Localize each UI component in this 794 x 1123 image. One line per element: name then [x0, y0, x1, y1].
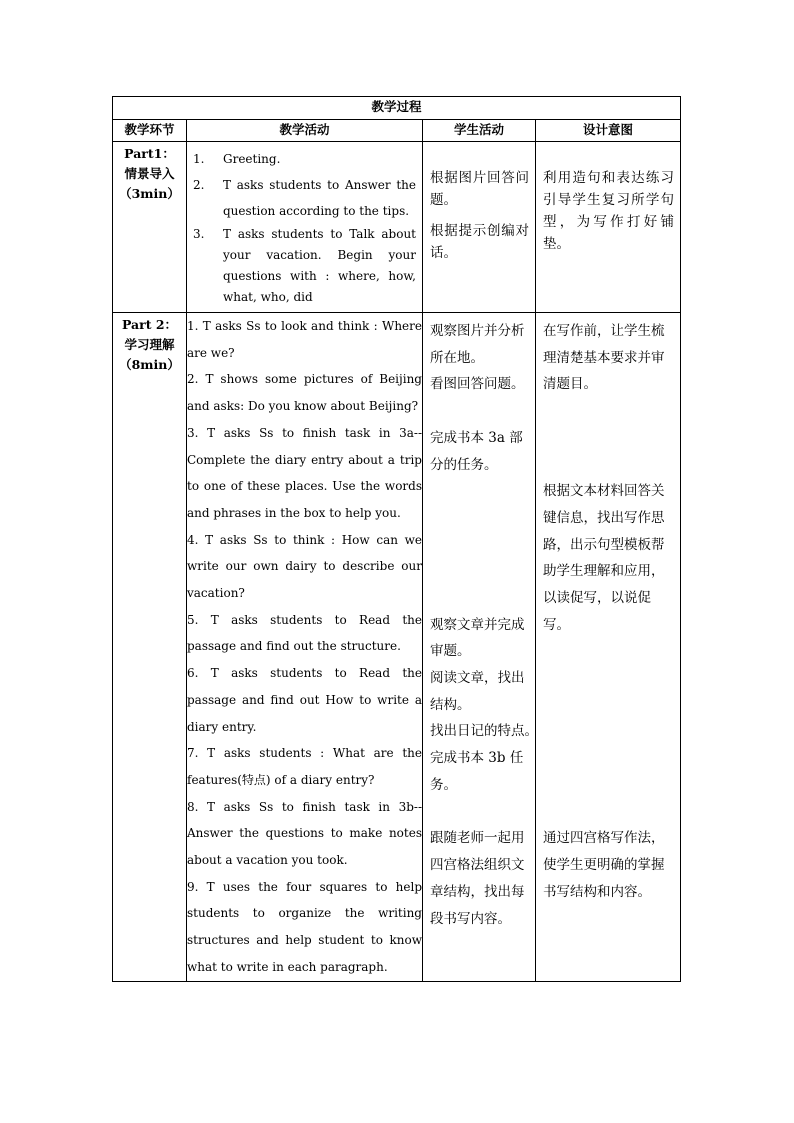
teacher-activity-part2 [187, 313, 423, 982]
teacher-activity-list [187, 142, 422, 312]
student-activity-part2 [423, 313, 536, 982]
list-item: 8. T asks Ss to finish task in 3b--Answer the questions to make notes about a vacation you took. [187, 799, 422, 868]
student-activity-text: 观察图片并分析所在地。 [430, 323, 525, 366]
student-activity-part1 [423, 142, 536, 313]
teacher-activity-part1 [187, 142, 423, 313]
design-intent-part1 [536, 142, 681, 313]
design-intent-text: 在写作前，让学生梳理清楚基本要求并审清题目。 [543, 323, 665, 393]
list-item: 6. T asks students to Read the passage and find out How to write a diary entry. [187, 666, 422, 734]
stage-part2 [113, 313, 187, 982]
table-title: 教学过程 [113, 97, 681, 120]
design-intent-text: 通过四宫格写作法，使学生更明确的掌握书写结构和内容。 [543, 830, 665, 900]
stage-part1-name: 情景导入 [124, 166, 175, 181]
header-design-intent: 设计意图 [536, 120, 681, 142]
stage-part1-label: Part1： [124, 146, 175, 161]
list-item: 2. T shows some pictures of Beijing and asks: Do you know about Beijing? [187, 372, 422, 414]
table-row-part1 [113, 142, 681, 313]
student-activity-text: 阅读文章，找出结构。 [430, 669, 525, 713]
list-item: 4. T asks Ss to think : How can we write our own dairy to describe our vacation? [187, 532, 422, 601]
student-activity-text: 根据图片回答问题。 [430, 170, 529, 208]
design-intent-part2 [536, 313, 681, 982]
student-activity-text: 看图回答问题。 [430, 376, 525, 393]
student-activity-text: 找出日记的特点。 [430, 723, 538, 740]
student-activity-text: 完成书本 3b 任务。 [430, 750, 524, 793]
stage-part2-name: 学习理解 [124, 337, 175, 352]
student-activity-text: 完成书本 3a 部分的任务。 [430, 430, 523, 473]
list-item: 1. T asks Ss to look and think : Where are we? [187, 319, 422, 360]
teaching-process-table [112, 96, 681, 982]
table-row-part2 [113, 313, 681, 982]
table-title-row [113, 97, 681, 120]
list-item: 3. T asks Ss to finish task in 3a--Complete the diary entry about a trip to one of these places. Use the words and phrases in the box to help you. [187, 425, 422, 520]
student-activity-text: 跟随老师一起用四宫格法组织文章结构，找出每段书写内容。 [430, 830, 525, 927]
table-header-row [113, 120, 681, 142]
student-activity-text: 观察文章并完成审题。 [430, 616, 525, 660]
stage-part2-time: （8min） [119, 357, 180, 372]
header-student-activity: 学生活动 [423, 120, 536, 142]
list-item: 1. Greeting. [193, 152, 281, 166]
design-intent-text: 根据文本材料回答关键信息，找出写作思路，出示句型模板帮助学生理解和应用，以读促写，以说促写。 [543, 483, 665, 633]
header-teacher-activity: 教学活动 [187, 120, 423, 142]
list-item: 5. T asks students to Read the passage and find out the structure. [187, 612, 422, 654]
lesson-plan-sheet [112, 96, 680, 982]
list-item: 3. T asks students to Talk about your vacation. Begin your questions with : where, how, what, who, did [193, 227, 416, 304]
header-stage: 教学环节 [113, 120, 187, 142]
list-item: 7. T asks students : What are the features(特点) of a diary entry? [187, 746, 422, 787]
list-item: 2. T asks students to Answer the question according to the tips. [193, 178, 416, 218]
student-activity-text: 根据提示创编对话。 [430, 223, 529, 261]
stage-part1-time: （3min） [119, 186, 180, 201]
stage-part2-label: Part 2： [121, 317, 178, 332]
list-item: 9. T uses the four squares to help students to organize the writing structures and help student to know what to write in each paragraph. [187, 879, 422, 974]
stage-part1 [113, 142, 187, 313]
design-intent-text: 利用造句和表达练习引导学生复习所学句型，为写作打好铺垫。 [543, 170, 675, 252]
